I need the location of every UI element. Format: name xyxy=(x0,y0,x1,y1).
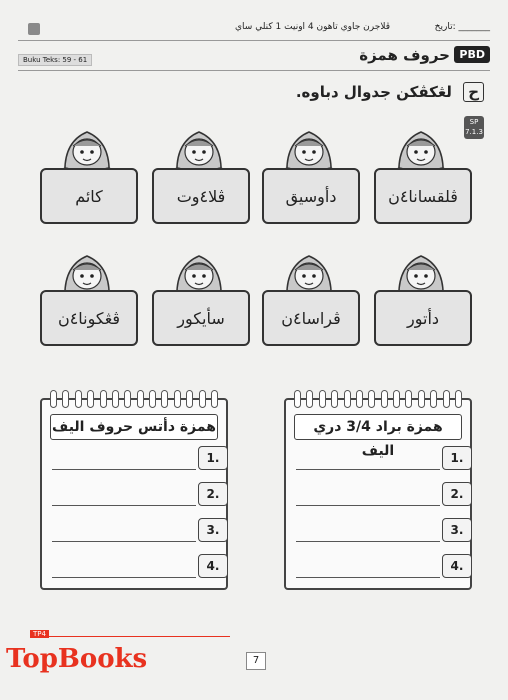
notebook-left xyxy=(40,398,228,590)
row-number: 4. xyxy=(198,554,228,578)
book-title: ڤلاجرن جاوي تاهون 4 اونيت 1 كنلي ساي xyxy=(235,22,390,32)
word-card: ڤڠكونا٤ن xyxy=(40,290,138,346)
buku-teks-label: Buku Teks: 59 - 61 xyxy=(18,54,92,66)
footer xyxy=(0,630,508,700)
word-card: كائم xyxy=(40,168,138,224)
answer-line[interactable] xyxy=(52,577,196,578)
topbooks-logo: TopBooks xyxy=(6,644,148,674)
notebook-right-title: همزة براد 3/4 دري اليف xyxy=(294,414,462,440)
divider xyxy=(18,70,490,71)
answer-line[interactable] xyxy=(52,541,196,542)
answer-line[interactable] xyxy=(52,469,196,470)
answer-line[interactable] xyxy=(296,577,440,578)
answer-line[interactable] xyxy=(296,541,440,542)
sp-badge xyxy=(464,116,484,139)
rss-icon xyxy=(28,23,40,35)
row-number: 1. xyxy=(442,446,472,470)
instruction-letter: ح xyxy=(463,82,484,102)
notebook-spiral xyxy=(294,390,462,408)
divider xyxy=(18,40,490,41)
tp-tag: TP4 xyxy=(30,630,49,638)
top-bar xyxy=(18,22,490,38)
pbd-badge: PBD xyxy=(454,46,490,63)
date-label: تاريخ: _______ xyxy=(434,22,490,32)
word-card: ڤراسا٤ن xyxy=(262,290,360,346)
word-card: سأيكور xyxy=(152,290,250,346)
answer-line[interactable] xyxy=(296,505,440,506)
row-number: 3. xyxy=(442,518,472,542)
word-card: دأوسيق xyxy=(262,168,360,224)
section-header xyxy=(18,46,490,66)
row-number: 2. xyxy=(442,482,472,506)
notebook-left-title: همزة دأتس حروف اليف xyxy=(50,414,218,440)
sp-label: SP xyxy=(469,118,479,126)
word-card: ڤلقسانا٤ن xyxy=(374,168,472,224)
sp-code: 7.1.3 xyxy=(465,128,483,136)
row-number: 4. xyxy=(442,554,472,578)
row-number: 2. xyxy=(198,482,228,506)
answer-line[interactable] xyxy=(296,469,440,470)
row-number: 1. xyxy=(198,446,228,470)
page-number: 7 xyxy=(246,652,266,670)
word-card: ڤلا٤وت xyxy=(152,168,250,224)
word-card: دأتور xyxy=(374,290,472,346)
row-number: 3. xyxy=(198,518,228,542)
notebook-spiral xyxy=(50,390,218,408)
notebook-right xyxy=(284,398,472,590)
instruction-text: لڠكڤكن جدوال دباوه. xyxy=(295,83,452,101)
instruction xyxy=(296,82,484,102)
answer-line[interactable] xyxy=(52,505,196,506)
section-title: حروف همزة xyxy=(359,46,450,64)
footer-rule xyxy=(30,636,230,637)
